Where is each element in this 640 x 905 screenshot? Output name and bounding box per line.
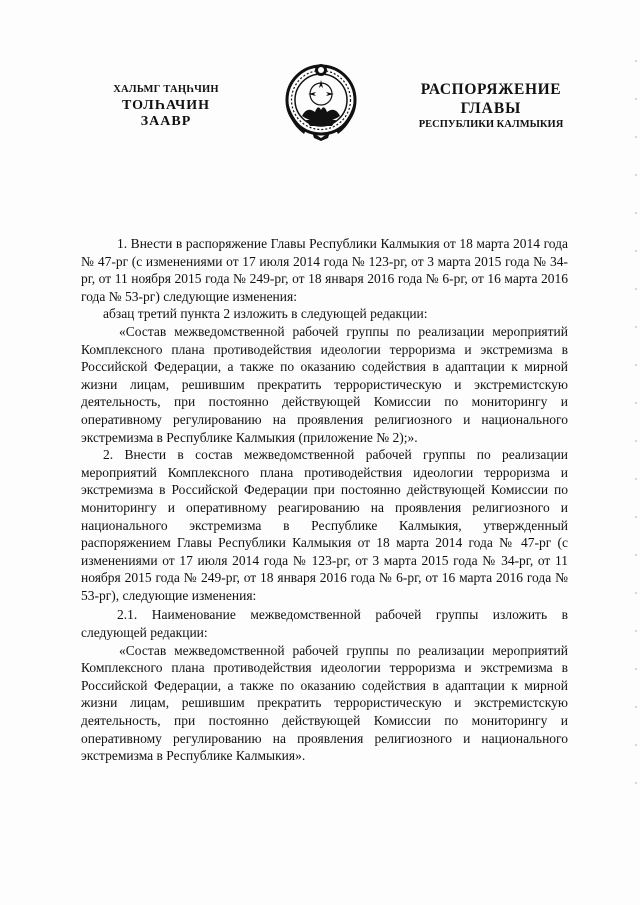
paragraph-2: 2. Внести в состав межведомственной рабочей группы по реализации мероприятий Комплексного плана противодействия идеологии терроризма и экстремизма в Российской Федерации при постоянно действующей Комиссии по мониторингу и оперативному реагированию на проявления религиозного и национального экстремизма в Республике Калмыкия, утвержденный распоряжением Главы Республики Калмыкия от 18 марта 2014 года № 47-рг (с изменениями от 17 июля 2014 года № 123-рг, от 3 марта 2015 года № 34-рг, от 11 ноября 2015 года № 249-рг, от 18 января 2016 года № 6-рг, от 16 марта 2016 года № 53-рг), следующие изменения: xyxy=(81,447,568,603)
paragraph-2-1-quote: «Состав межведомственной рабочей группы по реализации мероприятий Комплексного плана противодействия идеологии терроризма и экстремизма в Российской Федерации, а также по оказанию содействия в адаптации к мирной жизни лицам, решившим прекратить террористическую и экстремистскую деятельность, при постоянно действующей Комиссии по мониторингу и оперативному регулированию на проявления религиозного и национального экстремизма в Республике Калмыкия». xyxy=(81,642,568,764)
paragraph-1-subclause: абзац третий пункта 2 изложить в следующей редакции: xyxy=(103,306,428,322)
document-body xyxy=(81,235,568,765)
paragraph-1-quote: «Состав межведомственной рабочей группы по реализации мероприятий Комплексного плана противодействия идеологии терроризма и экстремизма в Российской Федерации, а также по оказанию содействия в адаптации к мирной жизни лицам, решившим прекратить террористическую и экстремистскую деятельность, при постоянно действующей Комиссии по мониторингу и оперативному регулированию на проявления религиозного и национального экстремизма в Республике Калмыкия (приложение № 2);». xyxy=(81,323,568,445)
header-left-line1: ХАЛЬМГ ТАҢҺЧИН xyxy=(113,84,219,95)
issuer-region: РЕСПУБЛИКИ КАЛМЫКИЯ xyxy=(418,119,564,130)
paragraph-1: 1. Внести в распоряжение Главы Республики Калмыкия от 18 марта 2014 года № 47-рг (с изменениями от 17 июля 2014 года № 123-рг, от 3 марта 2015 года № 34-рг, от 11 ноября 2015 года № 249-рг, от 18 января 2016 года № 6-рг, от 16 марта 2016 года № 53-рг) следующие изменения: xyxy=(81,236,568,304)
header-left-line3: ЗААВР xyxy=(140,114,192,129)
header-left-kalmyk xyxy=(96,82,236,130)
header-right-russian xyxy=(396,80,586,132)
paragraph-2-1: 2.1. Наименование межведомственной рабочей группы изложить в следующей редакции: xyxy=(81,607,568,641)
kalmykia-coat-of-arms-icon xyxy=(282,58,360,142)
scan-edge-artifact xyxy=(635,60,637,820)
issuer-title: ГЛАВЫ xyxy=(460,100,522,117)
document-type-title: РАСПОРЯЖЕНИЕ xyxy=(420,81,562,98)
header-left-line2: ТОЛҺАЧИН xyxy=(121,98,211,113)
